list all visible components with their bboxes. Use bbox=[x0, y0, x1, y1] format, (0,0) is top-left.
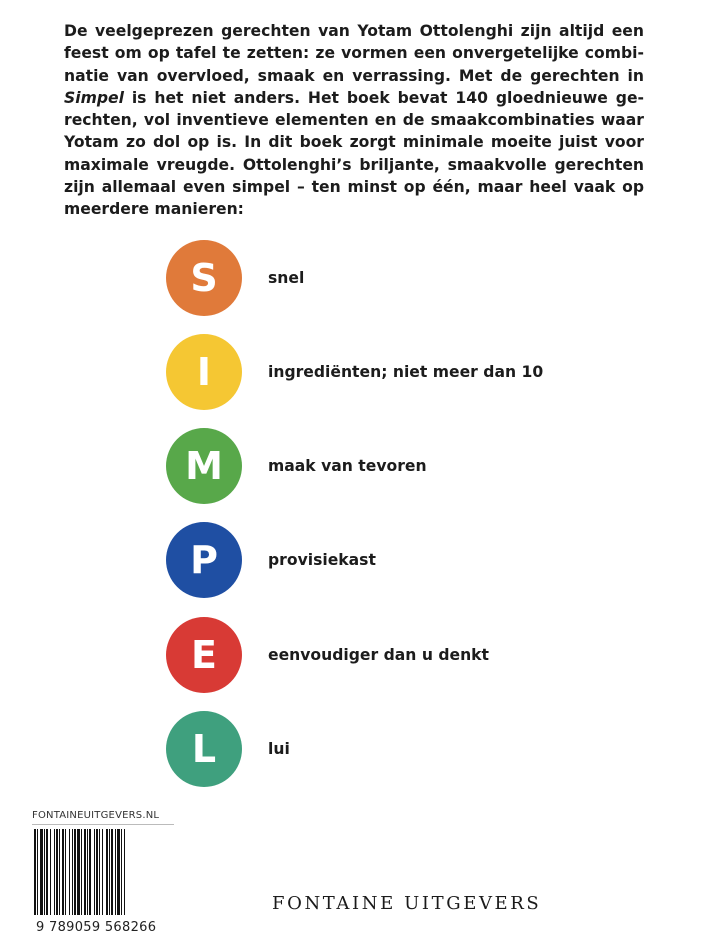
blurb-line: zijn allemaal even simpel – ten minst op één, maar heel vaak op bbox=[64, 178, 644, 197]
barcode-bar bbox=[46, 829, 48, 915]
letter-circle-p: P bbox=[166, 522, 242, 598]
barcode-bar bbox=[109, 829, 110, 915]
barcode-bar bbox=[62, 829, 64, 915]
blurb-line: maximale vreugde. Ottolenghi’s briljante, smaakvolle gerechten bbox=[64, 155, 644, 174]
barcode-bar bbox=[40, 829, 43, 915]
book-title-italic: Simpel bbox=[64, 88, 124, 107]
barcode-bars bbox=[32, 825, 174, 917]
barcode-bar bbox=[121, 829, 122, 915]
barcode-bar bbox=[115, 829, 116, 915]
barcode-bar bbox=[96, 829, 98, 915]
blurb-line: Yotam zo dol op is. In dit boek zorgt minimale moeite juist voor bbox=[64, 133, 644, 152]
letter-circle-m: M bbox=[166, 428, 242, 504]
barcode-bar bbox=[94, 829, 95, 915]
blurb-line: feest om op tafel te zetten: ze vormen een onvergetelijke combi- bbox=[64, 44, 644, 63]
back-cover-blurb bbox=[64, 20, 644, 221]
isbn-number: 9 789059 568266 bbox=[36, 920, 157, 935]
barcode-bar bbox=[65, 829, 66, 915]
acrostic-label-s: snel bbox=[268, 269, 305, 287]
letter-circle-e: E bbox=[166, 617, 242, 693]
letter-circle-i: I bbox=[166, 334, 242, 410]
acrostic-label-m: maak van tevoren bbox=[268, 457, 427, 475]
barcode-bar bbox=[87, 829, 88, 915]
barcode-bar bbox=[59, 829, 60, 915]
acrostic-label-l: lui bbox=[268, 740, 290, 758]
acrostic-label-p: provisiekast bbox=[268, 551, 376, 569]
barcode-bar bbox=[37, 829, 38, 915]
acrostic-label-e: eenvoudiger dan u denkt bbox=[268, 646, 490, 664]
barcode-bar bbox=[72, 829, 73, 915]
barcode-bar bbox=[77, 829, 80, 915]
barcode-bar bbox=[81, 829, 82, 915]
blurb-line-rest: is het niet anders. Het boek bevat 140 gloednieuwe ge- bbox=[131, 88, 644, 107]
barcode-bar bbox=[84, 829, 86, 915]
barcode-bar bbox=[99, 829, 100, 915]
barcode-bar bbox=[34, 829, 36, 915]
acrostic-row-i bbox=[166, 334, 544, 410]
barcode-bar bbox=[44, 829, 45, 915]
barcode-bar bbox=[111, 829, 113, 915]
acrostic-label-i: ingrediënten; niet meer dan 10 bbox=[268, 363, 544, 381]
acrostic-row-m bbox=[166, 428, 427, 504]
letter-circle-s: S bbox=[166, 240, 242, 316]
blurb-line bbox=[64, 87, 644, 109]
barcode-bar bbox=[102, 829, 103, 915]
barcode-bar bbox=[50, 829, 51, 915]
barcode-bar bbox=[106, 829, 108, 915]
blurb-line: De veelgeprezen gerechten van Yotam Ottolenghi zijn altijd een bbox=[64, 22, 644, 40]
barcode-bar bbox=[74, 829, 76, 915]
publisher-website: FONTAINEUITGEVERS.NL bbox=[32, 810, 160, 821]
acrostic-row-l bbox=[166, 711, 290, 787]
barcode-bar bbox=[69, 829, 70, 915]
acrostic-row-s bbox=[166, 240, 305, 316]
blurb-line: natie van overvloed, smaak en verrassing. Met de gerechten in bbox=[64, 66, 644, 85]
barcode-bar bbox=[117, 829, 120, 915]
publisher-name: FONTAINE UITGEVERS bbox=[272, 893, 542, 914]
acrostic-row-e bbox=[166, 617, 490, 693]
barcode-bar bbox=[124, 829, 125, 915]
barcode-bar bbox=[54, 829, 55, 915]
blurb-line: rechten, vol inventieve elementen en de smaakcombinaties waar bbox=[64, 111, 644, 130]
letter-circle-l: L bbox=[166, 711, 242, 787]
barcode-bar bbox=[89, 829, 91, 915]
blurb-line: meerdere manieren: bbox=[64, 200, 244, 219]
acrostic-row-p bbox=[166, 522, 376, 598]
barcode-bar bbox=[56, 829, 58, 915]
